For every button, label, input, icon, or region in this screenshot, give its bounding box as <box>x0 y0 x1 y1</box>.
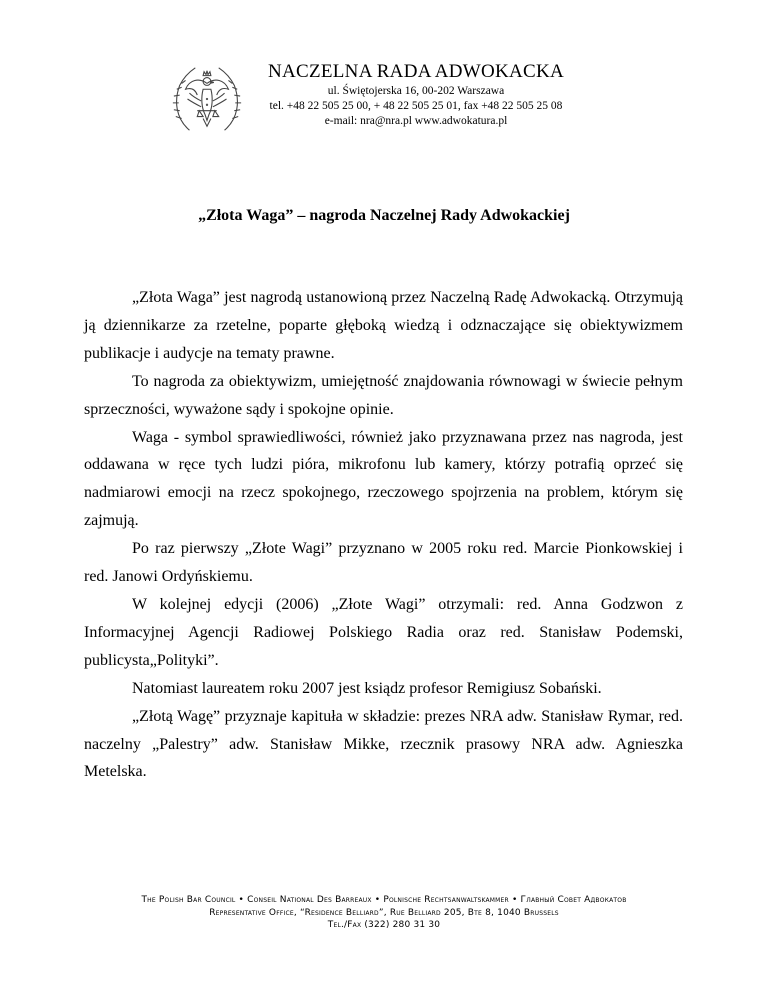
organization-name: NACZELNA RADA ADWOKACKA <box>267 61 565 82</box>
letterhead <box>246 60 586 129</box>
document-body <box>84 284 683 786</box>
paragraph: To nagroda za obiektywizm, umiejętność znajdowania równowagi w świecie pełnym sprzeczności, wyważone sądy i spokojne opinie. <box>84 372 683 418</box>
paragraph: W kolejnej edycji (2006) „Złote Wagi” otrzymali: red. Anna Godzwon z Informacyjnej Agencji Radiowej Polskiego Radia oraz red. Stanisław Podemski, publicysta„Polityki”. <box>84 595 683 669</box>
footer-office-address: Representative Office, “Residence Belliard”, Rue Belliard 205, Bte 8, 1040 Brussels <box>209 907 559 918</box>
paragraph: Natomiast laureatem roku 2007 jest ksiądz profesor Remigiusz Sobański. <box>132 679 602 697</box>
organization-phones: tel. +48 22 505 25 00, + 48 22 505 25 01, fax +48 22 505 25 08 <box>269 100 563 112</box>
paragraph: Po raz pierwszy „Złote Wagi” przyznano w 2005 roku red. Marcie Pionkowskiej i red. Janowi Ordyńskiemu. <box>84 540 683 586</box>
document-title: „Złota Waga” – nagroda Naczelnej Rady Adwokackiej <box>198 207 570 224</box>
paragraph: Waga - symbol sprawiedliwości, również jako przyznawana przez nas nagroda, jest oddawana w ręce tych ludzi pióra, mikrofonu lub kamery, którzy potrafią oprzeć się nadmiarowi emocji na rzecz spokojnego, rzeczowego spojrzenia na problem, którym się zajmują. <box>84 428 683 530</box>
footer-tel-fax: Tel./Fax (322) 280 31 30 <box>327 920 441 930</box>
paragraph: „Złotą Wagę” przyznaje kapituła w składzie: prezes NRA adw. Stanisław Rymar, red. naczelny „Palestry” adw. Stanisław Mikke, rzecznik prasowy NRA adw. Agnieszka Metelska. <box>84 707 683 781</box>
organization-contact: e-mail: nra@nra.pl www.adwokatura.pl <box>324 115 508 127</box>
eagle-emblem-icon <box>168 60 246 138</box>
footer-organizations: The Polish Bar Council • Conseil National Des Barreaux • Polnische Rechtsanwaltskammer • Главный Совет Адвокатов <box>141 895 627 905</box>
page-footer <box>0 894 768 932</box>
organization-address: ul. Świętojerska 16, 00-202 Warszawa <box>327 85 505 97</box>
paragraph: „Złota Waga” jest nagrodą ustanowioną przez Naczelną Radę Adwokacką. Otrzymują ją dziennikarze za rzetelne, poparte głęboką wiedzą i odznaczające się obiektywizmem publikacje i audycje na tematy prawne. <box>84 289 683 362</box>
